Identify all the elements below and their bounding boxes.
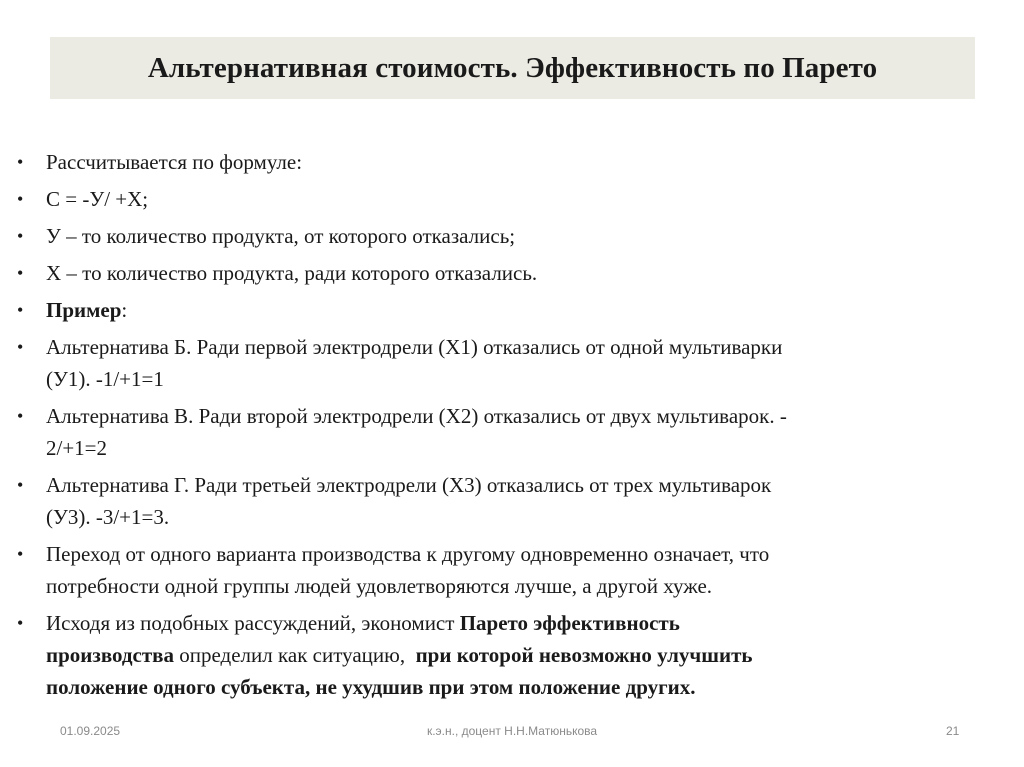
list-item bbox=[0, 257, 1024, 289]
title-banner bbox=[50, 37, 975, 99]
list-item bbox=[0, 400, 1024, 464]
item-text: Альтернатива Г. Ради третьей электродрели (Х3) отказались от трех мультиварок bbox=[46, 473, 772, 497]
page-number: 21 bbox=[946, 724, 960, 738]
list-item bbox=[0, 146, 1024, 178]
list-item bbox=[0, 183, 1024, 215]
bullet-icon: • bbox=[17, 189, 24, 209]
bullet-icon: • bbox=[17, 544, 24, 564]
list-item bbox=[0, 331, 1024, 395]
list-item bbox=[0, 607, 1024, 703]
bullet-icon: • bbox=[17, 300, 24, 320]
item-text: Исходя из подобных рассуждений, экономист bbox=[46, 611, 460, 635]
example-label: Пример bbox=[46, 298, 122, 322]
item-text: : bbox=[121, 298, 128, 322]
item-text: Рассчитывается по формуле: bbox=[46, 150, 303, 174]
bullet-list bbox=[0, 146, 1024, 708]
item-text: С = -У/ +Х; bbox=[46, 187, 149, 211]
item-text: (У1). -1/+1=1 bbox=[46, 367, 164, 391]
item-text-bold: при которой невозможно улучшить bbox=[415, 643, 753, 667]
item-text: Х – то количество продукта, ради которого отказались. bbox=[46, 261, 538, 285]
item-text: У – то количество продукта, от которого отказались; bbox=[46, 224, 516, 248]
list-item bbox=[0, 538, 1024, 602]
list-item bbox=[0, 469, 1024, 533]
item-text: (У3). -3/+1=3. bbox=[46, 505, 170, 529]
bullet-icon: • bbox=[17, 226, 24, 246]
item-text-bold: производства bbox=[46, 643, 175, 667]
footer-date: 01.09.2025 bbox=[60, 724, 121, 738]
item-text: 2/+1=2 bbox=[46, 436, 108, 460]
bullet-icon: • bbox=[17, 475, 24, 495]
bullet-icon: • bbox=[17, 152, 24, 172]
list-item bbox=[0, 220, 1024, 252]
footer-author: к.э.н., доцент Н.Н.Матюнькова bbox=[426, 724, 598, 738]
bullet-icon: • bbox=[17, 263, 24, 283]
bullet-icon: • bbox=[17, 406, 24, 426]
item-text: определил как ситуацию, bbox=[174, 643, 416, 667]
item-text: Альтернатива Б. Ради первой электродрели (Х1) отказались от одной мультиварки bbox=[46, 335, 783, 359]
bullet-icon: • bbox=[17, 337, 24, 357]
item-text: Альтернатива В. Ради второй электродрели (Х2) отказались от двух мультиварок. - bbox=[46, 404, 787, 428]
bullet-icon: • bbox=[17, 613, 24, 633]
list-item bbox=[0, 294, 1024, 326]
item-text: Переход от одного варианта производства к другому одновременно означает, что bbox=[46, 542, 770, 566]
item-text-bold: положение одного субъекта, не ухудшив при этом положение других. bbox=[46, 675, 696, 699]
item-text: потребности одной группы людей удовлетворяются лучше, а другой хуже. bbox=[46, 574, 713, 598]
item-text-bold: Парето эффективность bbox=[459, 611, 680, 635]
slide-title: Альтернативная стоимость. Эффективность по Парето bbox=[147, 51, 878, 84]
